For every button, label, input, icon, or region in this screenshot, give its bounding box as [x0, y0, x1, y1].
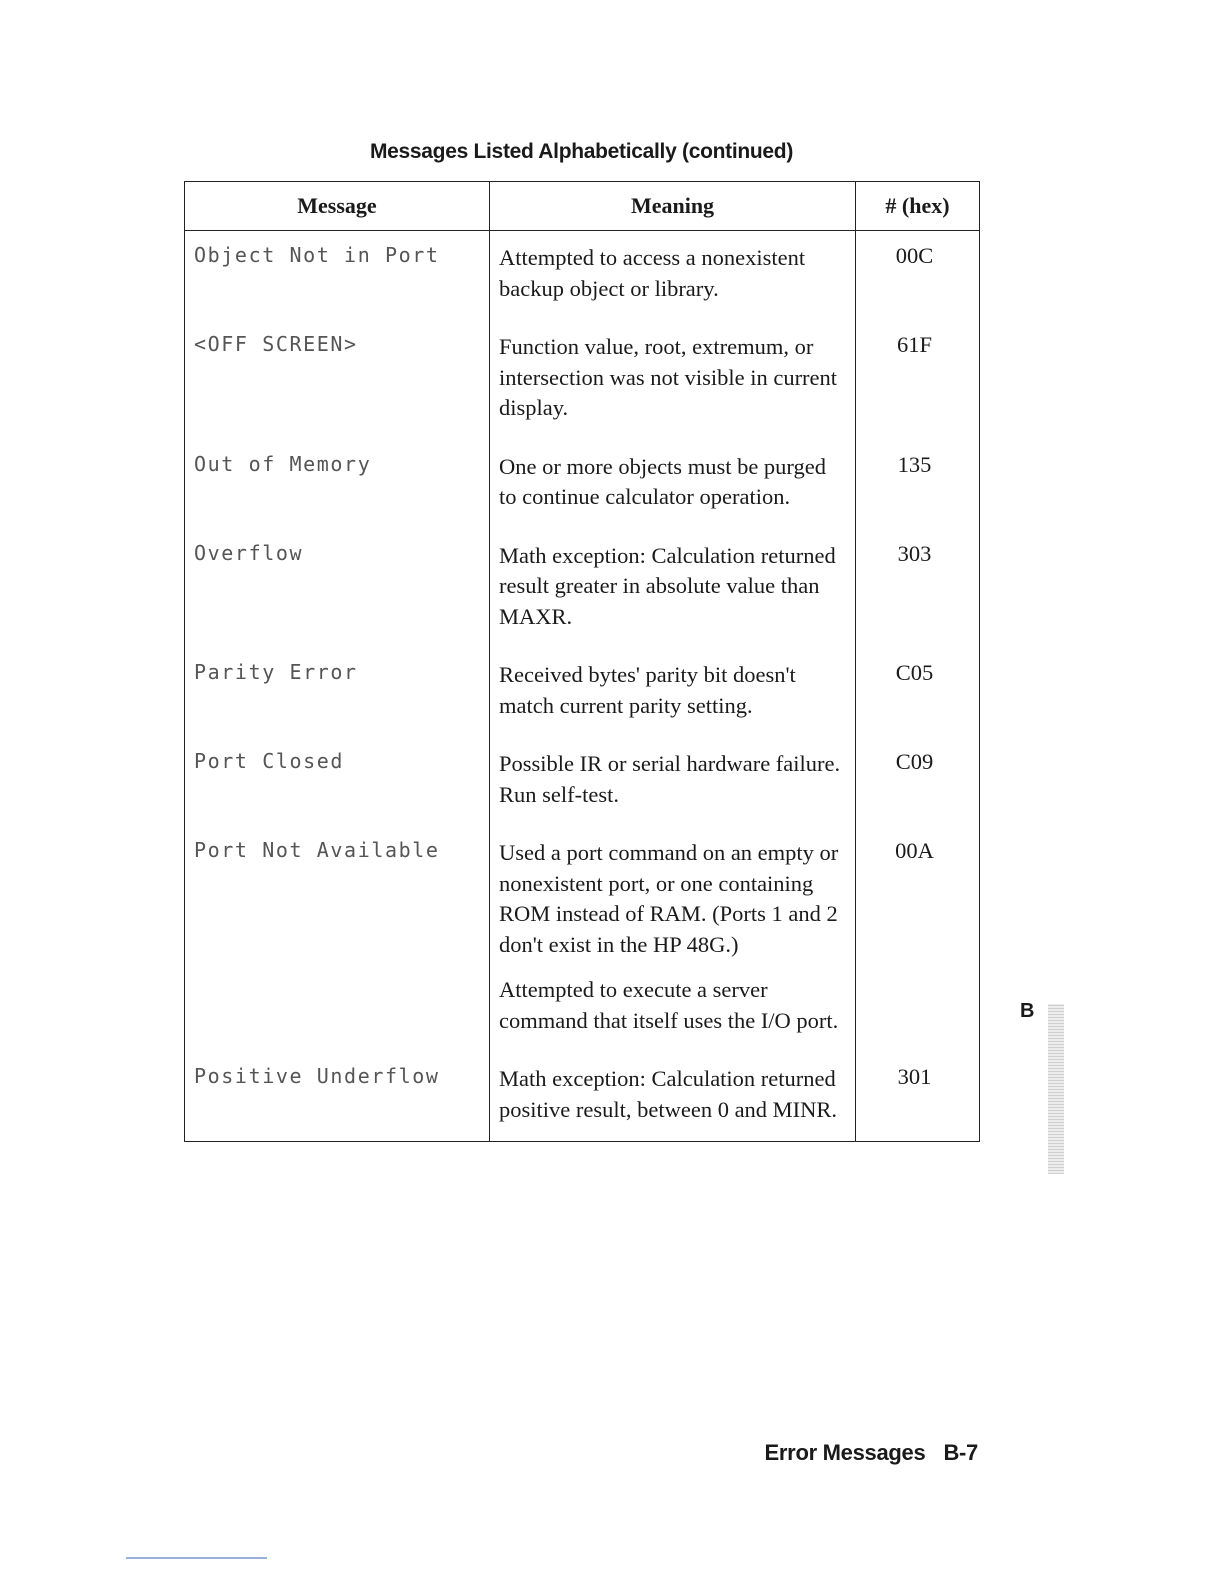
message-text: Positive Underflow	[194, 1064, 440, 1088]
table-header-row	[185, 182, 980, 231]
table-row	[185, 1052, 980, 1142]
page-footer	[765, 1440, 978, 1466]
meaning-cell	[490, 231, 855, 320]
column-header-message: Message	[185, 182, 490, 231]
meaning-cell	[490, 529, 855, 649]
hex-code: 00A	[895, 838, 934, 863]
meaning-cell	[490, 440, 855, 529]
footer-section-title: Error Messages	[764, 1440, 926, 1465]
meaning-text: Math exception: Calculation returned result greater in absolute value than MAXR.	[499, 542, 836, 629]
table-row	[185, 320, 980, 440]
table-row	[185, 826, 980, 1052]
meaning-text: Attempted to access a nonexistent backup object or library.	[499, 245, 806, 301]
footnote-divider	[126, 1557, 267, 1559]
meaning-cell	[490, 320, 855, 440]
message-text: Port Closed	[194, 749, 345, 773]
table-title: Messages Listed Alphabetically (continued)	[369, 140, 794, 163]
message-text: Parity Error	[194, 660, 358, 684]
table-row	[185, 231, 980, 321]
column-header-hex: # (hex)	[856, 182, 980, 231]
hex-code: 61F	[896, 332, 932, 357]
hex-code: 135	[897, 451, 932, 477]
hex-code: C09	[895, 749, 934, 774]
meaning-cell	[490, 826, 855, 1052]
message-text: Object Not in Port	[194, 243, 440, 267]
table-row	[185, 440, 980, 529]
message-text: Overflow	[194, 540, 304, 565]
messages-table	[184, 181, 980, 1142]
meaning-text: Received bytes' parity bit doesn't match current parity setting.	[499, 662, 796, 718]
meaning-text: Function value, root, extremum, or intersection was not visible in current display.	[499, 334, 838, 420]
message-text: Port Not Available	[194, 838, 440, 862]
table-row	[185, 648, 980, 737]
meaning-cell	[490, 1052, 855, 1141]
meaning-text: Used a port command on an empty or nonexistent port, or one containing ROM instead of RAM. (Ports 1 and 2 don't exist in the HP 48G.)	[499, 840, 839, 957]
table-row	[185, 529, 980, 649]
meaning-text: Possible IR or serial hardware failure. Run self-test.	[499, 751, 841, 807]
meaning-cell	[490, 737, 855, 826]
page-number: B-7	[943, 1440, 978, 1465]
hex-code: 303	[897, 540, 932, 566]
section-tab-letter: B	[1020, 1000, 1035, 1022]
message-text: Out of Memory	[194, 451, 372, 476]
message-text: <OFF SCREEN>	[194, 332, 358, 356]
meaning-text: Attempted to execute a server command that itself uses the I/O port.	[499, 977, 839, 1033]
hex-code: 301	[897, 1064, 932, 1089]
meaning-cell	[490, 648, 855, 737]
section-tab-marker	[1048, 1004, 1064, 1174]
hex-code: 00C	[895, 243, 934, 268]
column-header-meaning: Meaning	[490, 182, 856, 231]
hex-code: C05	[895, 660, 934, 685]
table-row	[185, 737, 980, 826]
meaning-text: One or more objects must be purged to continue calculator operation.	[499, 453, 827, 509]
meaning-text: Math exception: Calculation returned positive result, between 0 and MINR.	[499, 1066, 838, 1122]
